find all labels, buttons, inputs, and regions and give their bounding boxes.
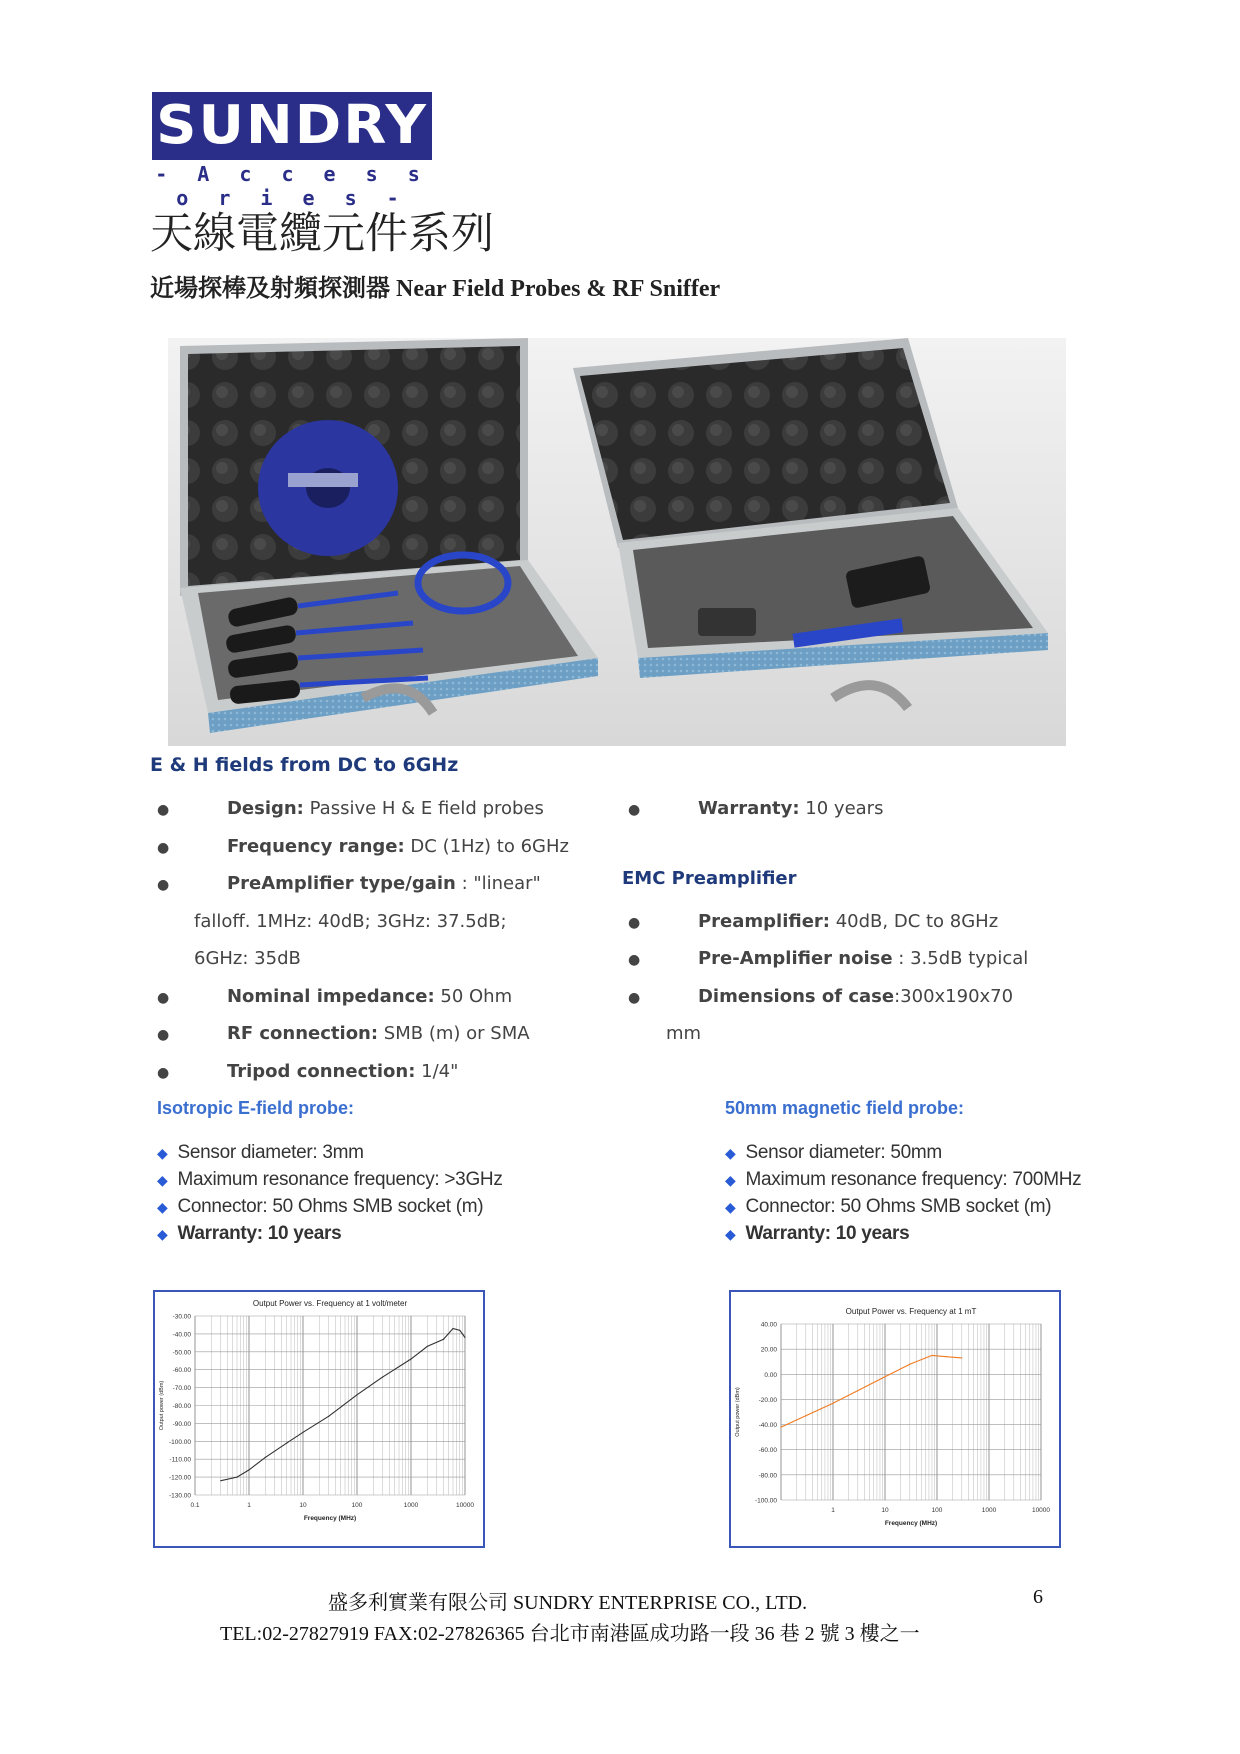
spec-label: Tripod connection: <box>226 1061 416 1082</box>
spec-row-preamplifier <box>628 911 998 932</box>
y-tick-label: 40.00 <box>760 1321 777 1329</box>
data-point <box>236 1477 237 1478</box>
y-tick-label: -40.00 <box>758 1422 777 1430</box>
x-tick-label: 0.1 <box>190 1502 200 1509</box>
y-tick-label: -80.00 <box>758 1472 777 1480</box>
data-point <box>443 1339 444 1340</box>
y-tick-label: -110.00 <box>169 1456 191 1464</box>
data-point <box>302 1432 303 1433</box>
bullet-icon: ● <box>157 840 170 856</box>
list-item <box>725 1223 909 1245</box>
data-point <box>356 1394 357 1395</box>
bullet-icon: ● <box>628 990 641 1006</box>
y-tick-label: -20.00 <box>758 1396 777 1404</box>
x-tick-label: 10 <box>881 1507 889 1514</box>
data-point <box>248 1469 249 1470</box>
spec-value: 10 years <box>799 798 884 819</box>
data-point <box>265 1457 266 1458</box>
bullet-icon: ● <box>157 990 170 1006</box>
data-point <box>382 1376 383 1377</box>
brand-logo: SUNDRY <box>156 94 428 157</box>
list-item-text: Connector: 50 Ohms SMB socket (m) <box>745 1196 1052 1217</box>
diamond-bullet-icon: ◆ <box>157 1226 168 1242</box>
bullet-icon: ● <box>628 952 641 968</box>
bullet-icon: ● <box>157 1027 170 1043</box>
spec-value: 50 Ohm <box>434 986 513 1007</box>
data-point <box>452 1328 453 1329</box>
spec-continuation: falloff. 1MHz: 40dB; 3GHz: 37.5dB; <box>194 911 507 932</box>
diamond-bullet-icon: ◆ <box>725 1145 736 1161</box>
list-item-text: Warranty: 10 years <box>745 1223 910 1244</box>
data-point <box>884 1376 885 1377</box>
chart-frame <box>154 1291 484 1547</box>
diamond-bullet-icon: ◆ <box>157 1172 168 1188</box>
spec-label: Design: <box>226 798 304 819</box>
y-tick-label: 0.00 <box>764 1371 777 1379</box>
section-heading-fields: E & H fields from DC to 6GHz <box>150 754 459 776</box>
page-title: 天線電纜元件系列 <box>150 209 494 259</box>
chart-title: Output Power vs. Frequency at 1 volt/meter <box>252 1299 408 1308</box>
chart-frame <box>730 1291 1060 1547</box>
data-point <box>427 1346 428 1347</box>
spec-value: DC (1Hz) to 6GHz <box>404 836 569 857</box>
diamond-bullet-icon: ◆ <box>725 1199 736 1215</box>
y-tick-label: -60.00 <box>758 1447 777 1455</box>
data-point <box>832 1403 833 1404</box>
y-tick-label: -70.00 <box>172 1385 191 1393</box>
y-tick-label: -90.00 <box>172 1420 191 1428</box>
x-tick-label: 1 <box>247 1502 251 1509</box>
list-item <box>725 1169 1081 1191</box>
spec-row-warranty <box>628 798 883 819</box>
diamond-bullet-icon: ◆ <box>157 1145 168 1161</box>
spec-label: Frequency range: <box>226 836 405 857</box>
spec-value: :300x190x70 <box>894 986 1014 1007</box>
data-point <box>328 1416 329 1417</box>
x-tick-label: 10 <box>299 1502 307 1509</box>
spec-row-frequency <box>157 836 569 857</box>
bullet-icon: ● <box>157 1065 170 1081</box>
data-point <box>909 1364 910 1365</box>
y-tick-label: -120.00 <box>168 1474 191 1482</box>
list-item <box>157 1169 503 1191</box>
list-item <box>725 1142 942 1164</box>
list-item-text: Sensor diameter: 3mm <box>177 1142 364 1163</box>
list-item <box>725 1196 1051 1218</box>
spec-value: SMB (m) or SMA <box>378 1023 530 1044</box>
x-tick-label: 1000 <box>981 1507 997 1514</box>
spec-value: Passive H & E field probes <box>303 798 544 819</box>
data-point <box>220 1480 221 1481</box>
chart-title: Output Power vs. Frequency at 1 mT <box>845 1307 977 1316</box>
list-item-text: Connector: 50 Ohms SMB socket (m) <box>177 1196 484 1217</box>
x-tick-label: 100 <box>931 1507 943 1514</box>
data-point <box>857 1390 858 1391</box>
logo-tagline: - A c c e s s o r i e s - <box>155 162 429 210</box>
y-tick-label: -50.00 <box>172 1349 191 1357</box>
data-point <box>410 1358 411 1359</box>
data-point <box>946 1356 947 1357</box>
bullet-icon: ● <box>157 877 170 893</box>
spec-continuation: 6GHz: 35dB <box>194 948 301 969</box>
probe-heading-isotropic: Isotropic E-field probe: <box>157 1098 355 1118</box>
y-tick-label: -80.00 <box>172 1403 191 1410</box>
page-subtitle: 近場探棒及射頻探測器 Near Field Probes & RF Sniffer <box>150 276 721 302</box>
x-tick-label: 10000 <box>1031 1507 1051 1514</box>
page-number: 6 <box>1033 1586 1043 1608</box>
section-heading-preamp: EMC Preamplifier <box>622 868 797 889</box>
y-tick-label: -130.00 <box>168 1492 191 1500</box>
spec-value: 40dB, DC to 8GHz <box>829 911 999 932</box>
spec-value: 1/4" <box>415 1061 459 1082</box>
x-axis-label: Frequency (MHz) <box>303 1515 357 1522</box>
probe-heading-magnetic: 50mm magnetic field probe: <box>725 1098 965 1118</box>
spec-row-tripod <box>157 1061 458 1082</box>
spec-label: RF connection: <box>226 1023 379 1044</box>
chart-e-field-response <box>153 1290 485 1548</box>
list-item <box>157 1196 483 1218</box>
spec-row-design <box>157 798 544 819</box>
list-item-text: Maximum resonance frequency: 700MHz <box>745 1169 1082 1190</box>
y-tick-label: -40.00 <box>172 1331 191 1339</box>
y-tick-label: -100.00 <box>754 1497 777 1505</box>
spec-row-noise <box>628 948 1028 969</box>
spec-label: Pre-Amplifier noise <box>697 948 893 969</box>
spec-continuation: mm <box>666 1023 702 1044</box>
data-point <box>780 1426 781 1427</box>
data-point <box>961 1357 962 1358</box>
x-axis-label: Frequency (MHz) <box>884 1520 938 1527</box>
bullet-icon: ● <box>628 802 641 818</box>
list-item-text: Warranty: 10 years <box>177 1223 342 1244</box>
y-axis-label: Output power (dBm) <box>735 1387 741 1437</box>
spec-row-rf-connection <box>157 1023 530 1044</box>
spec-label: Preamplifier: <box>697 911 830 932</box>
diamond-bullet-icon: ◆ <box>725 1172 736 1188</box>
spec-row-dimensions <box>628 986 1013 1007</box>
y-tick-label: -100.00 <box>168 1438 191 1446</box>
x-tick-label: 10000 <box>455 1502 475 1509</box>
data-point <box>931 1355 932 1356</box>
spec-row-impedance <box>157 986 512 1007</box>
bullet-icon: ● <box>157 802 170 818</box>
y-tick-label: -60.00 <box>172 1367 191 1375</box>
footer-company: 盛多利實業有限公司 SUNDRY ENTERPRISE CO., LTD. <box>328 1592 808 1614</box>
spec-label: Nominal impedance: <box>226 986 435 1007</box>
diamond-bullet-icon: ◆ <box>157 1199 168 1215</box>
data-point <box>459 1330 460 1331</box>
data-point <box>805 1415 806 1416</box>
x-tick-label: 1000 <box>403 1502 419 1509</box>
diamond-bullet-icon: ◆ <box>725 1226 736 1242</box>
x-tick-label: 100 <box>351 1502 363 1509</box>
spec-value: : 3.5dB typical <box>892 948 1029 969</box>
chart-h-field-response <box>729 1290 1061 1548</box>
data-point <box>464 1337 465 1338</box>
list-item <box>157 1223 341 1245</box>
spec-label: Warranty: <box>697 798 800 819</box>
y-tick-label: 20.00 <box>760 1346 777 1354</box>
spec-value: : "linear" <box>455 873 541 894</box>
spec-label: Dimensions of case <box>697 986 895 1007</box>
product-photo <box>168 338 1066 746</box>
y-tick-label: -30.00 <box>172 1313 191 1321</box>
bullet-icon: ● <box>628 915 641 931</box>
footer-contact: TEL:02-27827919 FAX:02-27826365 台北市南港區成功路一段 36 巷 2 號 3 樓之一 <box>220 1623 920 1645</box>
list-item <box>157 1142 364 1164</box>
list-item-text: Maximum resonance frequency: >3GHz <box>177 1169 503 1190</box>
data-point <box>286 1442 287 1443</box>
y-axis-label: Output power (dBm) <box>159 1380 165 1431</box>
x-tick-label: 1 <box>831 1507 835 1514</box>
spec-row-preamp <box>157 873 541 894</box>
spec-label: PreAmplifier type/gain <box>226 873 456 894</box>
list-item-text: Sensor diameter: 50mm <box>745 1142 942 1163</box>
